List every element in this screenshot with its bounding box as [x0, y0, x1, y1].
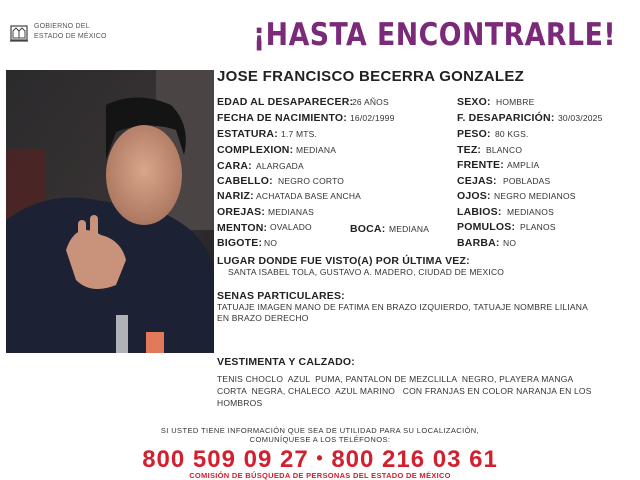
orejas-label: OREJAS:: [217, 206, 266, 218]
phone-number-1[interactable]: 800 509 09 27: [142, 446, 309, 473]
gov-line-1: GOBIERNO DEL: [34, 23, 90, 30]
phone-separator: •: [316, 448, 324, 468]
cara-value: ALARGADA: [256, 161, 304, 171]
gov-line-2: ESTADO DE MÉXICO: [34, 33, 107, 40]
edad-value: 26 AÑOS: [352, 97, 389, 107]
ojos-label: OJOS:: [457, 190, 491, 202]
tez-label: TEZ:: [457, 144, 482, 156]
phone-number-2[interactable]: 800 216 03 61: [331, 446, 498, 473]
boca-label: BOCA:: [350, 223, 386, 235]
frente-value: AMPLIA: [507, 160, 540, 170]
vestimenta-line-3: HOMBROS: [217, 398, 263, 408]
menton-label: MENTON:: [217, 222, 268, 234]
nacimiento-label: FECHA DE NACIMIENTO:: [217, 112, 347, 124]
tez-value: BLANCO: [486, 145, 523, 155]
contact-line-1: SI USTED TIENE INFORMACIÓN QUE SEA DE UTILIDAD PARA SU LOCALIZACIÓN,: [160, 426, 480, 435]
vestimenta-label: VESTIMENTA Y CALZADO:: [217, 356, 355, 368]
edad-label: EDAD AL DESAPARECER:: [217, 96, 354, 108]
barba-value: NO: [503, 238, 517, 248]
cara-label: CARA:: [217, 160, 252, 172]
government-logo: [8, 20, 128, 46]
barba-label: BARBA:: [457, 237, 500, 249]
lugar-value: SANTA ISABEL TOLA, GUSTAVO A. MADERO, CIUDAD DE MEXICO: [228, 267, 505, 277]
boca-value: MEDIANA: [389, 224, 430, 234]
person-photo: [6, 70, 214, 353]
ojos-value: NEGRO MEDIANOS: [494, 191, 576, 201]
desaparicion-value: 30/03/2025: [558, 113, 603, 123]
cabello-value: NEGRO CORTO: [278, 176, 345, 186]
pomulos-label: POMULOS:: [457, 221, 516, 233]
state-emblem-icon: [8, 22, 30, 44]
senas-line-2: EN BRAZO DERECHO: [217, 313, 309, 323]
senas-label: SENAS PARTICULARES:: [217, 290, 345, 302]
vestimenta-line-2: CORTA NEGRA, CHALECO AZUL MARINO CON FRANJAS EN COLOR NARANJA EN LOS: [217, 386, 592, 396]
page-title: ¡HASTA ENCONTRARLE!: [253, 17, 617, 53]
vestimenta-line-1: TENIS CHOCLO AZUL PUMA, PANTALON DE MEZCLILLA NEGRO, PLAYERA MANGA: [217, 374, 574, 384]
person-name: JOSE FRANCISCO BECERRA GONZALEZ: [217, 68, 525, 85]
peso-value: 80 KGS.: [495, 129, 529, 139]
phone-numbers: [0, 446, 640, 474]
person-portrait-icon: [6, 70, 214, 353]
nariz-value: ACHATADA BASE ANCHA: [256, 191, 362, 201]
cejas-value: POBLADAS: [503, 176, 551, 186]
cabello-label: CABELLO:: [217, 175, 273, 187]
contact-line-2: COMUNÍQUESE A LOS TELÉFONOS:: [249, 435, 391, 444]
nariz-label: NARIZ:: [217, 190, 254, 202]
menton-value: OVALADO: [270, 222, 312, 232]
orejas-value: MEDIANAS: [268, 207, 314, 217]
contact-instructions: [0, 426, 640, 444]
cejas-label: CEJAS:: [457, 175, 497, 187]
complexion-value: MEDIANA: [296, 145, 337, 155]
frente-label: FRENTE:: [457, 159, 504, 171]
bigote-label: BIGOTE:: [217, 237, 263, 249]
desaparicion-label: F. DESAPARICIÓN:: [457, 112, 555, 124]
peso-label: PESO:: [457, 128, 491, 140]
sexo-label: SEXO:: [457, 96, 491, 108]
labios-label: LABIOS:: [457, 206, 502, 218]
complexion-label: COMPLEXION:: [217, 144, 294, 156]
senas-line-1: TATUAJE IMAGEN MANO DE FATIMA EN BRAZO IZQUIERDO, TATUAJE NOMBRE LILIANA: [217, 302, 588, 312]
nacimiento-value: 16/02/1999: [350, 113, 395, 123]
estatura-label: ESTATURA:: [217, 128, 278, 140]
lugar-label: LUGAR DONDE FUE VISTO(A) POR ÚLTIMA VEZ:: [217, 255, 470, 267]
pomulos-value: PLANOS: [520, 222, 556, 232]
labios-value: MEDIANOS: [507, 207, 554, 217]
estatura-value: 1.7 MTS.: [281, 129, 318, 139]
commission-name: COMISIÓN DE BÚSQUEDA DE PERSONAS DEL ESTADO DE MÉXICO: [189, 471, 451, 480]
sexo-value: HOMBRE: [496, 97, 535, 107]
bigote-value: NO: [264, 238, 278, 248]
